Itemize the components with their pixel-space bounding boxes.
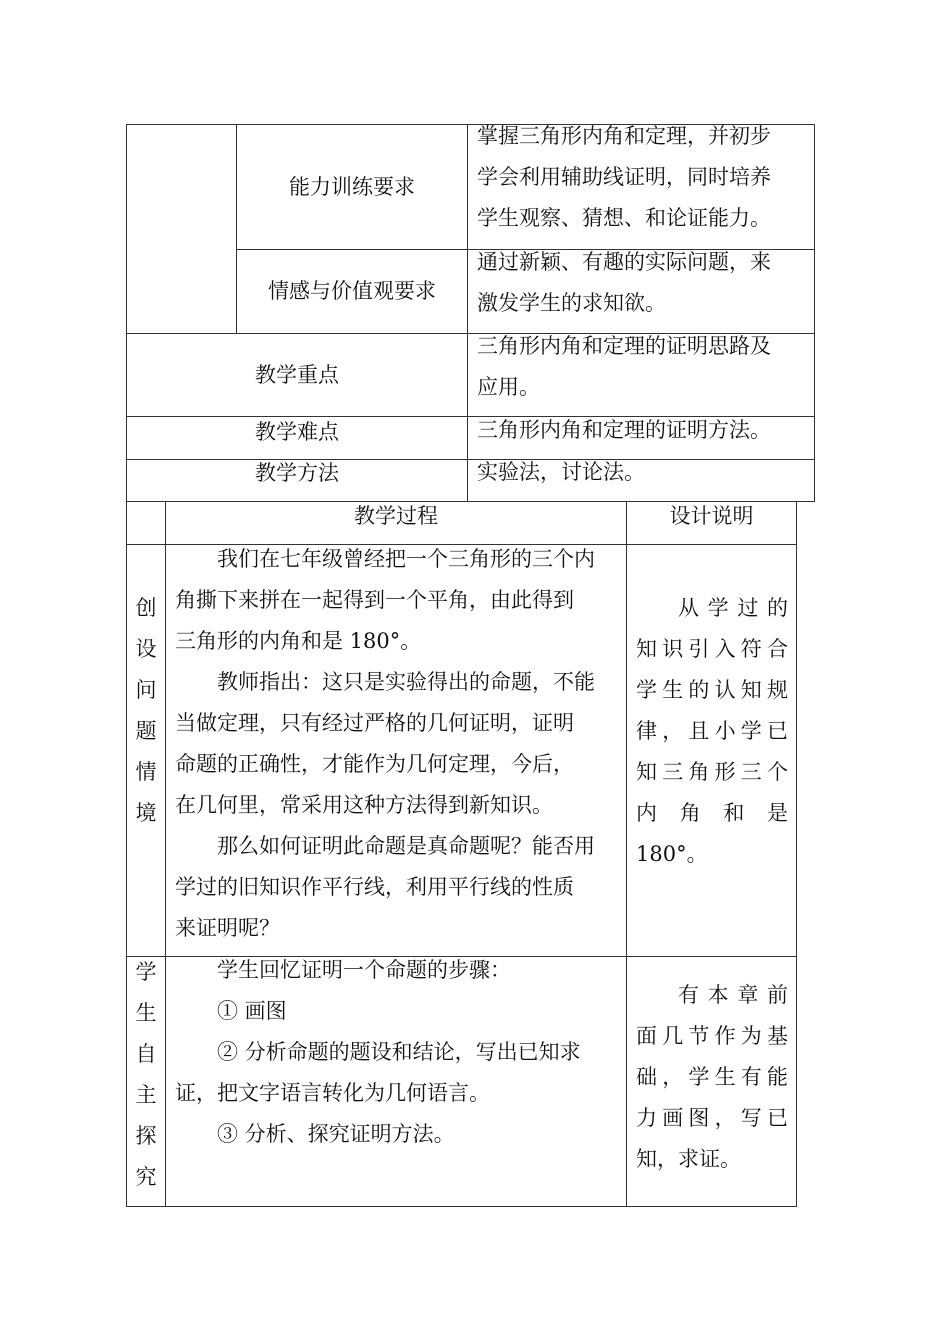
design-header: 设计说明 [669,504,754,528]
section2-design-note: 有本章前 面几节作为基 础，学生有能 力画图，写已 知，求证。 [636,983,788,1171]
difficulty-label: 教学难点 [255,420,339,444]
top-table-border-right [814,124,815,502]
process-header: 教学过程 [354,504,438,528]
key-point-content: 三角形内角和定理的证明思路及 应用。 [477,334,771,399]
section1-process-text: 我们在七年级曾经把一个三角形的三个内 角撕下来拼在一起得到一个平角，由此得到 三角形的内角和是 180°。 教师指出：这只是实验得出的命题，不能 当做定理，只有经过严格的几何证明，证明 命题的正确性，才能作为几何定理，今后， 在几何里，常采用这种方法得到新知识。 那么如何证明此命题是真命题呢？能否用 学过的旧知识作平行线，利用平行线的性质 来证明呢？ [175,547,595,940]
process-table-border-bottom [126,1206,797,1207]
method-content: 实验法，讨论法。 [477,460,645,484]
section2-process-text: 学生回忆证明一个命题的步骤： ① 画图 ② 分析命题的题设和结论，写出已知求 证，把文字语言转化为几何语言。 ③ 分析、探究证明方法。 [175,958,581,1146]
section1-label: 创 设 问 题 情 境 [135,596,157,825]
section2-label: 学 生 自 主 探 究 [135,960,157,1189]
ability-content: 掌握三角形内角和定理，并初步 学会利用辅助线证明，同时培养 学生观察、猜想、和论证能力。 [477,124,771,230]
key-point-label: 教学重点 [255,362,339,387]
emotion-content: 通过新颖、有趣的实际问题，来 激发学生的求知欲。 [477,250,771,315]
method-label: 教学方法 [255,461,339,485]
ability-label: 能力训练要求 [289,174,415,199]
section1-design-note: 从学过的 知识引入符合 学生的认知规 律，且小学已 知三角形三个 内角和是 180°。 [636,596,788,866]
process-table-border-right [796,501,797,1207]
emotion-label: 情感与价值观要求 [268,279,436,303]
difficulty-content: 三角形内角和定理的证明方法。 [477,418,771,442]
